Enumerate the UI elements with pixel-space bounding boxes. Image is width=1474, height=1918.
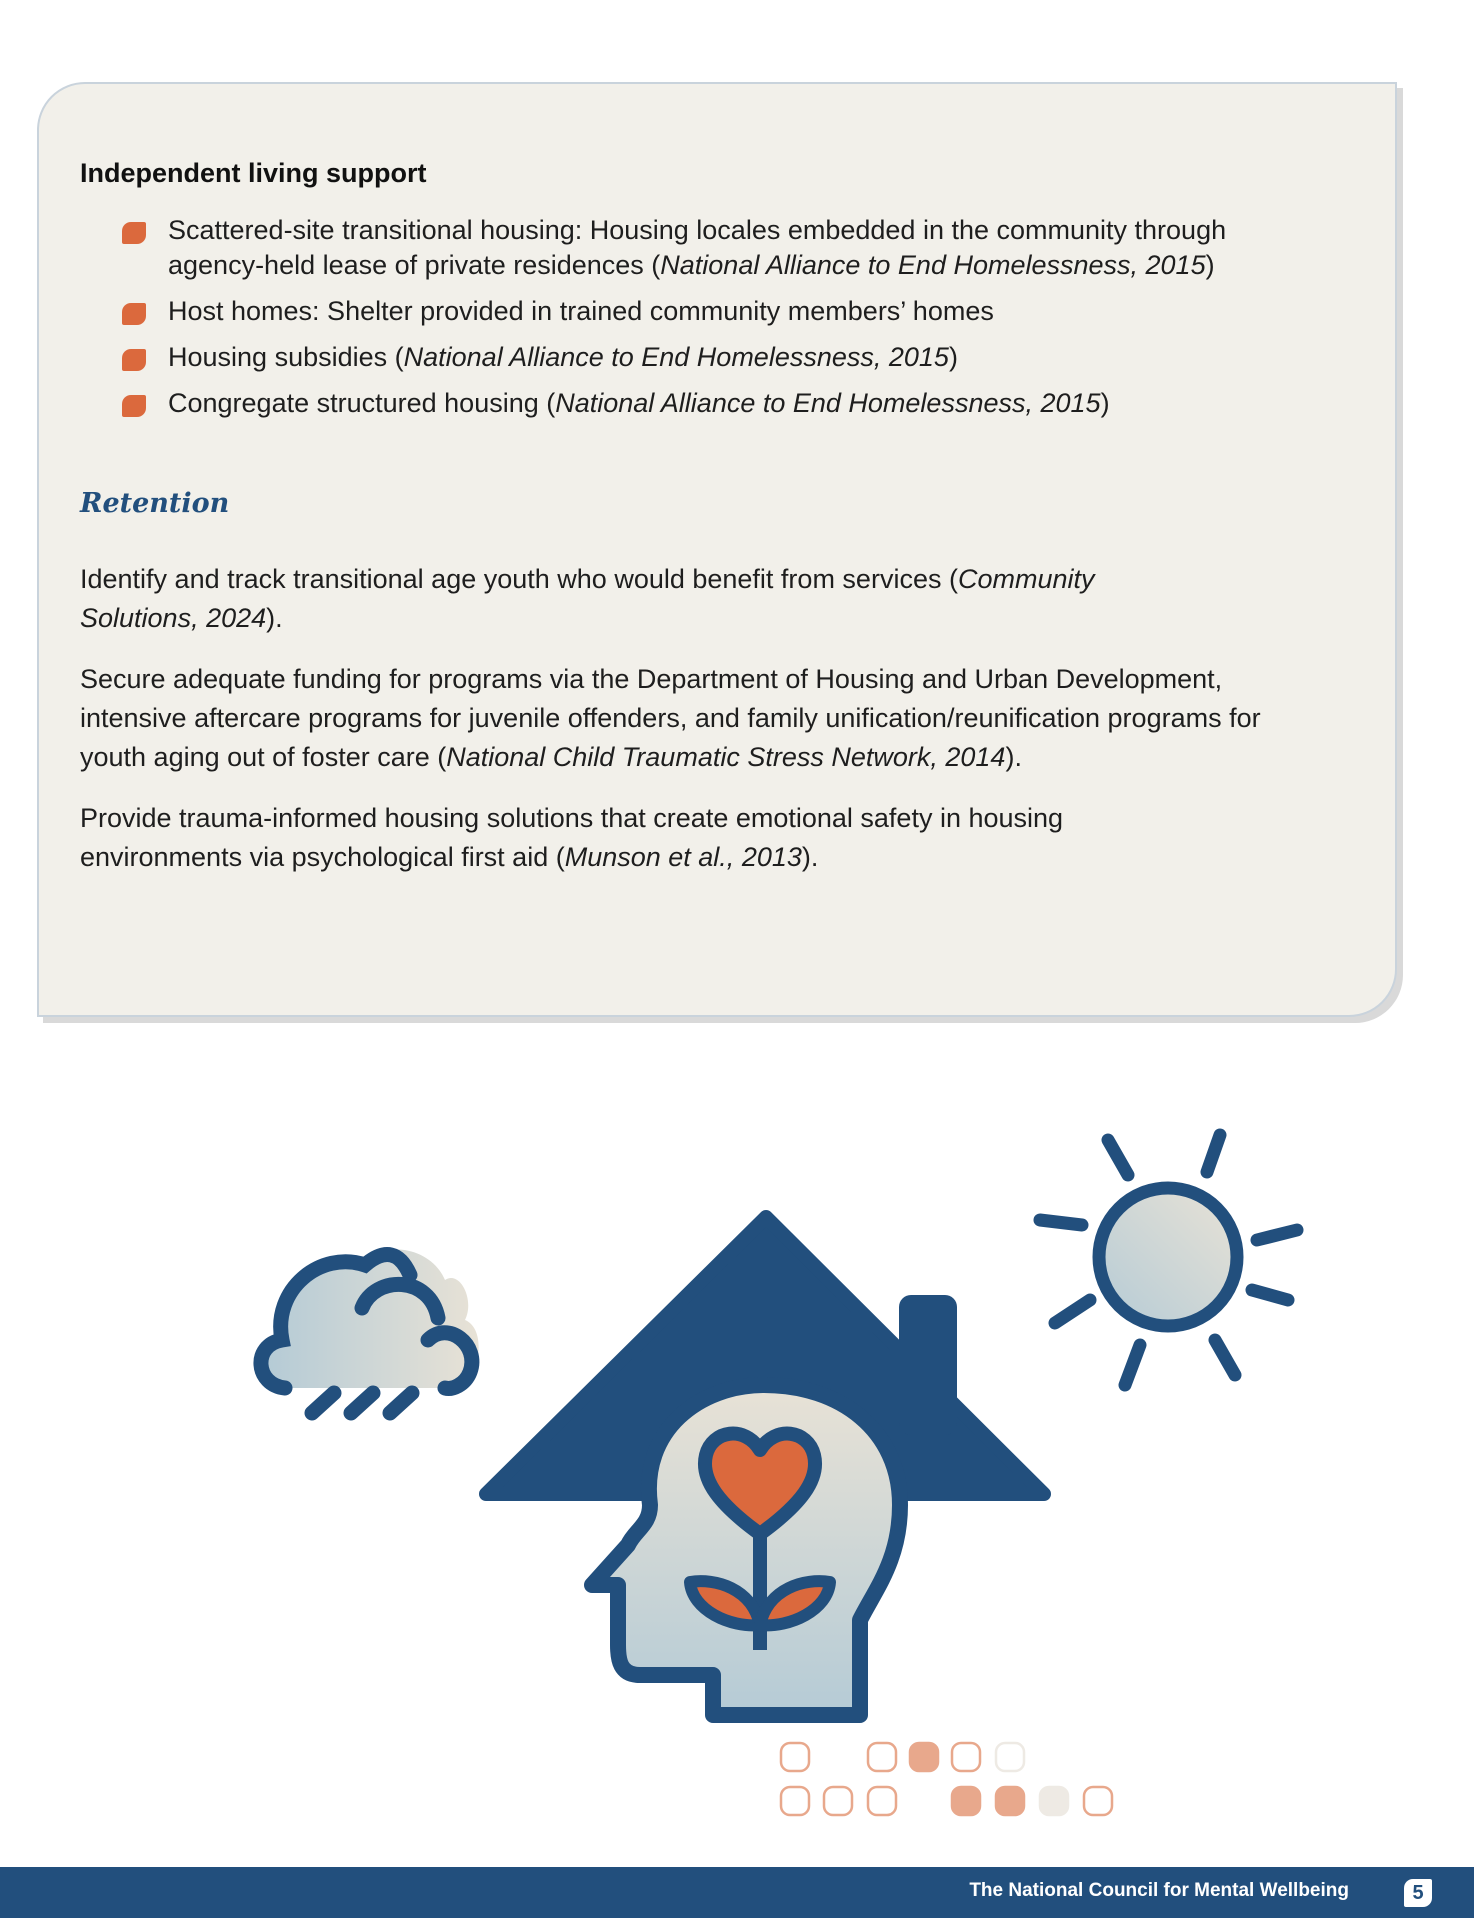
paragraph: Secure adequate funding for programs via the Department of Housing and Urban Development, intensive aftercare programs for juvenile offenders, and family unification/reunification programs for youth aging out of foster care (National Child Traumatic Stress Network, 2014). xyxy=(80,664,1261,772)
retention-heading: Retention xyxy=(80,488,230,519)
list-item: Housing subsidies (National Alliance to End Homelessness, 2015) xyxy=(122,340,1282,375)
page-number: 5 xyxy=(1404,1879,1432,1907)
bullet-icon xyxy=(122,222,146,244)
bullet-icon xyxy=(122,349,146,371)
rain-cloud-icon xyxy=(261,1249,479,1413)
list-item: Congregate structured housing (National Alliance to End Homelessness, 2015) xyxy=(122,386,1282,421)
paragraph: Identify and track transitional age youth who would benefit from services (Community Solutions, 2024). xyxy=(80,564,1095,633)
bullet-icon xyxy=(122,303,146,325)
list-item: Scattered-site transitional housing: Housing locales embedded in the community through agency-held lease of private residences (National Alliance to End Homelessness, 2015) xyxy=(122,213,1282,283)
illustration xyxy=(0,1060,1474,1860)
section-title: Independent living support xyxy=(80,158,427,188)
bullet-icon xyxy=(122,395,146,417)
list-item: Host homes: Shelter provided in trained community members’ homes xyxy=(122,294,1282,329)
house-head-icon xyxy=(486,1217,1044,1715)
paragraph: Provide trauma-informed housing solutions that create emotional safety in housing environments via psychological first aid (Munson et al., 2013). xyxy=(80,803,1064,872)
footer-org-name: The National Council for Mental Wellbeing xyxy=(969,1880,1349,1901)
decorative-squares xyxy=(781,1743,1112,1815)
footer-bar xyxy=(0,1867,1474,1918)
bullet-list xyxy=(122,213,1282,432)
sun-icon xyxy=(1040,1135,1297,1385)
